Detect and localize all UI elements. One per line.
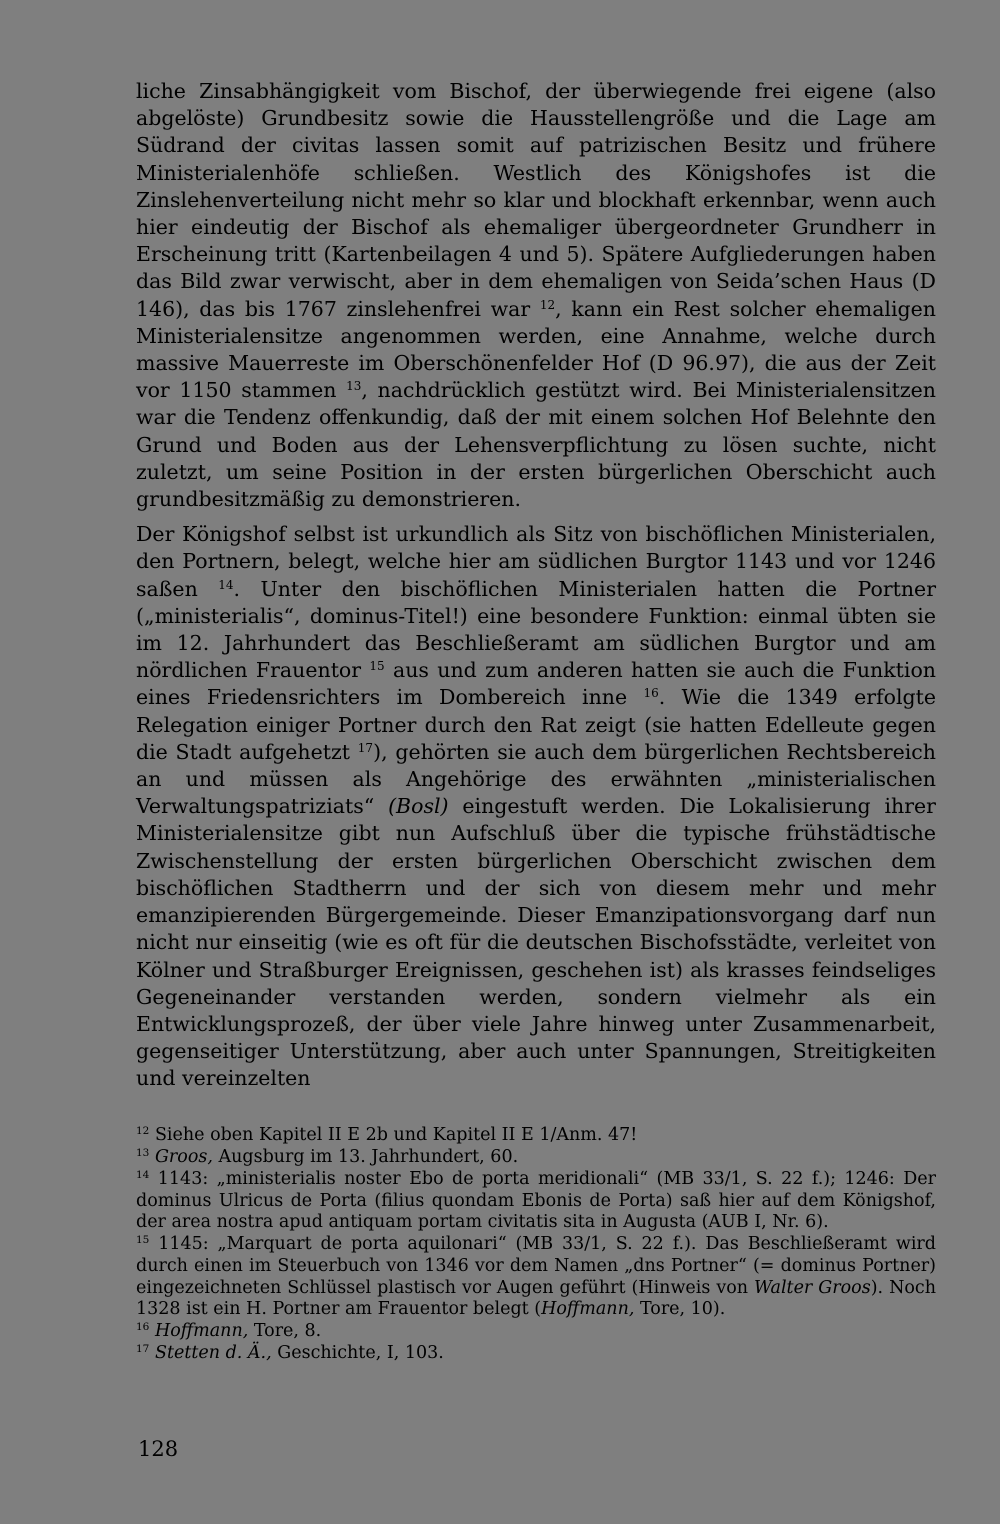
footnote-marker: 12 bbox=[136, 1125, 150, 1137]
footnote-16: $^{16}$ Hoffmann, Tore, 8. bbox=[136, 1321, 322, 1342]
italic-text: Hoffmann, bbox=[541, 1299, 635, 1320]
paragraph-1: liche Zinsabhängigkeit vom Bischof, der überwiegende frei eigene (also abgelöste) Grundbesitz sowie die Hausstellengröße und die Lage am Südrand der civitas lassen somit auf patrizischen Besitz und frühere Ministerialenhöfe schließen. Westlich des Königshofes ist die Zinslehenverteilung nicht mehr so klar und blockhaft erkennbar, wenn auch hier eindeutig der Bischof als ehemaliger übergeordneter Grundherr in Erscheinung tritt (Kartenbeilagen 4 und 5). Spätere Aufgliederungen haben das Bild zwar verwischt, aber in dem ehemaligen von Seida’schen Haus (D 146), das bis 1767 zinslehenfrei war $^{12}$, kann ein Rest solcher ehemaligen Ministerialensitze angenommen werden, eine Annahme, welche durch massive Mauerreste im Oberschönenfelder Hof (D 96.97), die aus der Zeit vor 1150 stammen $^{13}$, nachdrücklich gestützt wird. Bei Ministerialensitzen war die Tendenz offenkundig, daß der mit einem solchen Hof Belehnte den Grund und Boden aus der Lehensverpflichtung zu lösen suchte, nicht zuletzt, um seine Position in der ersten bürgerlichen Oberschicht auch grundbesitzmäßig zu demonstrieren. bbox=[136, 79, 937, 512]
main-text bbox=[136, 78, 936, 1093]
footnote-14: $^{14}$ 1143: „ministerialis noster Ebo de porta meridionali“ (MB 33/1, S. 22 f.); 1246: Der dominus Ulricus de Porta (filius quondam Ebonis de Porta) saß hier auf dem Königshof, der area nostra apud antiquam portam civitatis sita in Augusta (AUB I, Nr. 6). bbox=[136, 1169, 936, 1233]
footnote-marker: 16 bbox=[136, 1321, 150, 1334]
footnotes bbox=[136, 1125, 936, 1365]
italic-text: Groos, bbox=[154, 1147, 213, 1168]
footnote-marker: 13 bbox=[136, 1147, 150, 1160]
page-number: 128 bbox=[138, 1437, 179, 1461]
footnote-marker: 15 bbox=[136, 1234, 150, 1247]
footnote-marker: 13 bbox=[346, 379, 362, 394]
footnote-15: $^{15}$ 1145: „Marquart de porta aquilonari“ (MB 33/1, S. 22 f.). Das Beschließeramt wird durch einen im Steuerbuch von 1346 vor dem Namen „dns Portner“ (= dominus Portner) eingezeichneten Schlüssel plastisch vor Augen geführt (Hinweis von Walter Groos). Noch 1328 ist ein H. Portner am Frauentor belegt (Hoffmann, Tore, 10). bbox=[136, 1234, 936, 1320]
italic-text: (Bosl) bbox=[388, 794, 449, 819]
italic-text: Stetten d. Ä., bbox=[154, 1343, 272, 1364]
footnote-marker: 15 bbox=[369, 659, 385, 674]
footnote-marker: 14 bbox=[136, 1169, 150, 1182]
footnote-12: $^{12}$ Siehe oben Kapitel II E 2b und Kapitel II E 1/Anm. 47! bbox=[136, 1125, 638, 1145]
footnote-marker: 17 bbox=[357, 740, 374, 755]
footnote-marker: 17 bbox=[136, 1343, 150, 1356]
footnote-marker: 16 bbox=[643, 686, 659, 701]
italic-text: Hoffmann, bbox=[154, 1321, 249, 1342]
footnote-marker: 14 bbox=[218, 577, 234, 592]
paragraph-2: Der Königshof selbst ist urkundlich als Sitz von bischöflichen Ministerialen, den Portnern, belegt, welche hier am südlichen Burgtor 1143 und vor 1246 saßen $^{14}$. Unter den bischöflichen Ministerialen hatten die Portner („ministerialis“, dominus-Titel!) eine besondere Funktion: einmal übten sie im 12. Jahrhundert das Beschließeramt am südlichen Burgtor und am nördlichen Frauentor $^{15}$ aus und zum anderen hatten sie auch die Funktion eines Friedensrichters im Dombereich inne $^{16}$. Wie die 1349 erfolgte Relegation einiger Portner durch den Rat zeigt (sie hatten Edelleute gegen die Stadt aufgehetzt $^{17}$), gehörten sie auch dem bürgerlichen Rechtsbereich an und müssen als Angehörige des erwähnten „ministerialischen Verwaltungspatriziats“ (Bosl) eingestuft werden. Die Lokalisierung ihrer Ministerialensitze gibt nun Aufschluß über die typische frühstädtische Zwischenstellung der ersten bürgerlichen Oberschicht zwischen dem bischöflichen Stadtherrn und der sich von diesem mehr und mehr emanzipierenden Bürgergemeinde. Dieser Emanzipationsvorgang darf nun nicht nur einseitig (wie es oft für die deutschen Bischofsstädte, verleitet von Kölner und Straßburger Ereignissen, geschehen ist) als krasses feindseliges Gegeneinander verstanden werden, sondern vielmehr als ein Entwicklungsprozeß, der über viele Jahre hinweg unter Zusammenarbeit, gegenseitiger Unterstützung, aber auch unter Spannungen, Streitigkeiten und vereinzelten bbox=[136, 522, 937, 1091]
footnote-17: $^{17}$ Stetten d. Ä., Geschichte, I, 103. bbox=[136, 1343, 444, 1364]
italic-text: Walter Groos bbox=[754, 1277, 871, 1298]
footnote-13: $^{13}$ Groos, Augsburg im 13. Jahrhundert, 60. bbox=[136, 1147, 519, 1168]
footnote-marker: 12 bbox=[539, 297, 556, 312]
